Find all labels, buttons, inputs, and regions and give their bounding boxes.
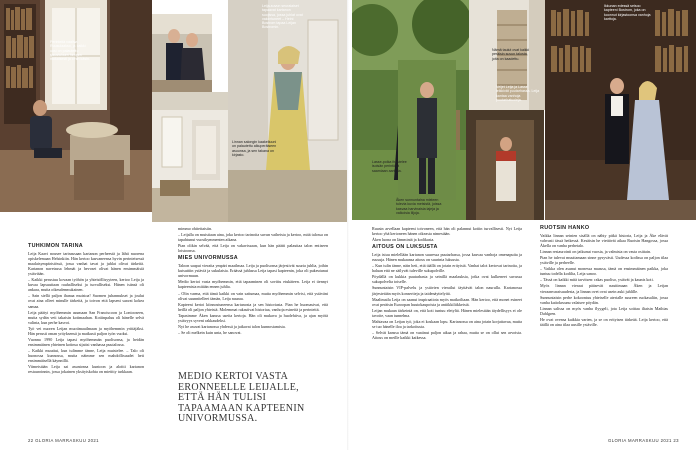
paragraph: Sunnuntaisin perhe kokoontuu yhteiselle aterialle suureen ruokasaliin, jossa vanha kattokruunu valaisee pöydän. [540, 294, 668, 305]
right-text-column-1 [372, 226, 522, 341]
couple-illustration [152, 14, 212, 92]
heading-aitous-on-luksusta: AITOUS ON LUKSUSTA [372, 244, 438, 251]
paragraph: Maalimaila Leija on saanut inspiraatiota myös matkoiltaan. Hän kertoo, että monet esineet ovat peräisin Euroopan huutokaupoista ja antiikkiliikkeistä. [372, 296, 522, 307]
library-couple-illustration [545, 0, 696, 220]
paragraph: – Selvät kanssa tämä on vaatinut paljon aikaa ja rahaa, mutta se on ollut sen arvoista. Aitous on meille kaikki kaikessa. [372, 329, 522, 340]
paragraph: – Kaikki perustuu kovaan työhön ja yhteisöllisyyteen, kertoo Leija ja kuvaa lapsuuttaan rauhalliseksi ja turvalliseksi. Hänen isänsä oli ankara, mutta oikeudenmukainen. [28, 277, 144, 293]
paragraph: – Sain siellä paljon ihanaa muistoa! Suomen juhannukset ja joulut ovat aina olleet minulle tärkeitä, ja toivon että lapseni saavat kokea samaa. [28, 293, 144, 309]
paragraph: He ovat ovensa kaikkia varten, ja se on erityisen tärkeää. Leija kertoo, että täällä on aina tilaa uusille ystäville. [540, 316, 668, 327]
doorway-illustration [466, 110, 544, 220]
woman-dress-illustration [228, 0, 347, 222]
folio-left: 22 GLORIA MARRASKUU 2021 [28, 438, 99, 443]
pull-quote: MEDIO KERTOI VASTA ERONNEELLE LEIJALLE, ETTÄ HÄN TULISI TAPAAMAAN KAPTEENIN UNIVORMUSSA. [178, 371, 305, 424]
paragraph: – Olin varma, että tämä kaikki on vain sattumaa, mutta myöhemmin selvisi, että ystäväni olivat suunnitelleet tämän, Leija nauraa. [178, 290, 328, 301]
paragraph: Leija istuu mielellään kartanon suuressa puutarhassa, jossa kasvaa vanhoja omenapuita ja ruusuja. Hänen mukaansa aitous on suurinta luksusta. [372, 252, 522, 263]
paragraph: Leijan mukaan tärkeintä on, että koti tuntuu eletyltä. Hänen mielestään täydellisyys ei ole tavoite, vaan tunnelma. [372, 307, 522, 318]
paragraph: – Vaikka olen asunut monessa maassa, tämä on ensimmäinen paikka, joka tuntuu todella kodilta, Leija sanoo. [540, 266, 668, 277]
heading-mies-univormussa: MIES UNIVORMUSSA [178, 255, 238, 262]
paragraph: Myös linnan vieraat pääsevät nauttimaan Åken ja Leijan vieraanvaraisuudesta, ja linnan ovet ovat usein auki juhlille. [540, 283, 668, 294]
paragraph: Leija päätyi myöhemmin asumaan San Franciscoon ja Lontooseen, mutta sydän veti takaisin kotimaahan. Kotiinpaluu oli hänelle selvä valinta, kun perhe kasvoi. [28, 309, 144, 325]
paragraph: Nyt he asuvat kartanossa yhdessä ja jatkavat talon kunnostamista. [178, 323, 286, 329]
paragraph: Taloon saapui vieraita ympäri maailmaa. Leija ja puolisonsa järjestivät suuria juhlia, joihin kutsuttiin ystäviä ja sukulaisia. Eräässä juhlassa Leija tapasi kapteenin, joka oli pukeutunut univormuun. [178, 263, 328, 279]
right-text-column-2 [540, 226, 668, 328]
paragraph: Leija Kaavi nousee tarinassaan kartanon perheestä ja lähti nuorena opiskelemaan Helsinkiin. Hän kertoo kasvaneensa hyvin perinteisessä maalaisympäristössä, jossa vanhat tavat ja juhlat olivat tärkeitä. Kartanon navetassa lehmät ja hevoset olivat hänen ensimmäisiä ystäviään. [28, 251, 144, 277]
paragraph: – Tässä on kaikki mitä tarvitsen: rakas puoliso, ystävät ja kaunis koti. [540, 277, 654, 283]
paragraph: Vaikka linnan seinien sisällä on nähty pitkä historia, Leija ja Åke elävät vahvasti tässä hetkessä. Kesäisin he viettävät aikaa Ruotsin Hangossa, jossa Åkella on vanha perhetalo. [540, 233, 668, 249]
caption-staircase: Veljet Leija ja Lasse leikkivät puutarhassa. Leija kantaa vanhoja puutarhatuoleja. [496, 85, 540, 102]
caption-grandson: Lasse-poika ihastelee isoisän perintönä saamiaan aarteita. [372, 160, 407, 173]
photo-couple-formal [152, 14, 212, 92]
interior-illustration [152, 92, 228, 222]
paragraph: Viimeistään Leija sai asuntonsa kuntoon ja aloitti kartanon restauroinnin, jossa jokainen yksityiskohta on mietitty tarkkaan. [28, 364, 144, 375]
paragraph: Åken luona on lämmintä ja kodikasta. [372, 237, 435, 243]
man-garden-illustration [398, 60, 456, 200]
paragraph: – Se oli melkein kuin unta, he sanovat. [178, 329, 242, 335]
left-text-column-1 [28, 244, 144, 375]
paragraph: Kapteeni kertoi kiinnostuneensa kartanosta ja sen historiasta. Pian he huomasivat, että heillä oli paljon yhteistä. Molemmat rakastivat historiaa, vanhoja esineitä ja perinteitä. [178, 301, 328, 312]
photo-couple-library [545, 0, 696, 220]
paragraph: Tapasimme Åken kanssa useita kertoja. Hän oli mukava ja huolehtiva, ja ajan myötä ystävyys syveni rakkaudeksi. [178, 312, 328, 323]
paragraph: Ruusin arvellaan kapteeni toivoneen, että hän oli palannut kotiin turvallisesti. Nyt Leija kertoo yhä kertoneen hänen oikeasta nimestään. [372, 226, 522, 237]
photo-library-seated-woman [0, 0, 152, 212]
paragraph: Medio kertoi vasta myöhemmin, että tapaaminen oli sovittu etukäteen. Leija ei tiennyt kapteenista mitään ennen juhlia. [178, 279, 328, 290]
photo-man-doorway [466, 110, 544, 220]
paragraph: – Kaikki muuttui, kun tulimme tänne, Leija muistelee. – Talo oli huonossa kunnossa, mutta näimme sen mahdollisuudet heti ensimmäisellä käynnillä. [28, 347, 144, 363]
caption-paintings: Nämä taulut ovat kaikki peräisin suvun talosta, joita on kaadettu. [492, 48, 530, 61]
photo-woman-in-dress [228, 0, 347, 222]
heading-ruotsin-hanko: RUOTSIN HANKO [540, 225, 590, 231]
paragraph: Mahtavaa on Leijan työ, joka ei koskaan lopu. Kartanossa on aina jotain korjattavaa, mutta se tuo hänelle iloa ja tarkoitusta. [372, 318, 522, 329]
paragraph: Pian olikin selvää, että Leija on vakavissaan, kun hän päätti palauttaa talon entiseen loistoonsa. [178, 243, 328, 254]
paragraph: Vuonna 1990 Leija tapasi myöhemmän puolisonsa, ja heidän ensimmäinen yhteinen kotinsa sijaitsi vanhassa puutalossa. [28, 336, 144, 347]
paragraph: Linnan salissa on myös vanha flyygeli, jota Leija soittaa iltaisin Mathias Dahlgren. [540, 305, 668, 316]
page-spine [347, 0, 349, 450]
heading-tuhkimon-tarina: TUHKIMON TARINA [28, 243, 84, 249]
caption-couple: Leija-suvun seuralaiset tapaavat kartanon suojissa, jossa juhlat ovat vakiintuneet – Heini Bostrom tapaa Leijan Bostromin. [262, 4, 303, 30]
library-scene-illustration [0, 0, 152, 212]
paragraph: – Leijalla on muistiaan aina, joka kertoo tarinoita suvun vaiheista ja kertoo, mitä talossa on tapahtunut vuosikymmenten aikana. [178, 232, 328, 243]
paragraph: mimmo ohitettaisiin. [178, 226, 213, 231]
paragraph: Linnan restaurointi on jatkunut vuosia, ja valmista on vasta osittain. [540, 249, 652, 255]
photo-man-in-uniform-garden [398, 60, 456, 200]
caption-interior: Linnan salongin kaakeliuuni on palautettu alkuperäiseen asuunsa, ja sen takana on kirjasto. [232, 140, 277, 157]
folio-right: GLORIA MARRASKUU 2021 23 [608, 438, 679, 443]
paragraph: Työ vei nuoren Leijan muotimaailmaan ja myöhemmin yrittäjäksi. Hän perusti oman yrityksensä ja matkusti paljon työn vuoksi. [28, 325, 144, 336]
paragraph: – Kun tulin tänne, näin heti, että täällä on jotain erityistä. Vanhat talot kertovat tarinoita, ja haluan että ne säilyvät tuleville sukupolville. [372, 263, 522, 274]
caption-summer: Åken sunnuntaina mieleen tulevia kuvia metsistä, joissa kasvaa harvinaisia lajeja ja valkoisia liljoja. [396, 198, 442, 215]
paragraph: Pöydällä on kukkia puutarhasta ja seinillä maalauksia, jotka ovat kulkeneet suvussa sukupolvelta toiselle. [372, 274, 522, 285]
caption-library: Perinteitä vaaliva Ruusulaakso, ja kaikki uusi on palautettu sisustuksen hengen mukaisesti ja omin käsin. [50, 40, 90, 62]
paragraph: Sunnuntaisin VIP-palvelu ja ystävien vierailut täyttävät talon naurulla. Kartanossa järjestetään myös konsertteja ja taidenäyttelyitä. [372, 285, 522, 296]
caption-library-couple: Ikkunan edessä seisoo kapteeni Bostrom, joka on koonnut kirjastoonsa vanhoja karttoja. [604, 4, 651, 21]
paragraph: Pian he tulevat muuttamaan sinne pysyvästi. Uudessa kodissa on paljon tilaa ystäville ja perheelle. [540, 255, 668, 266]
photo-mansion-interior [152, 92, 228, 222]
left-text-column-2 [178, 226, 328, 336]
